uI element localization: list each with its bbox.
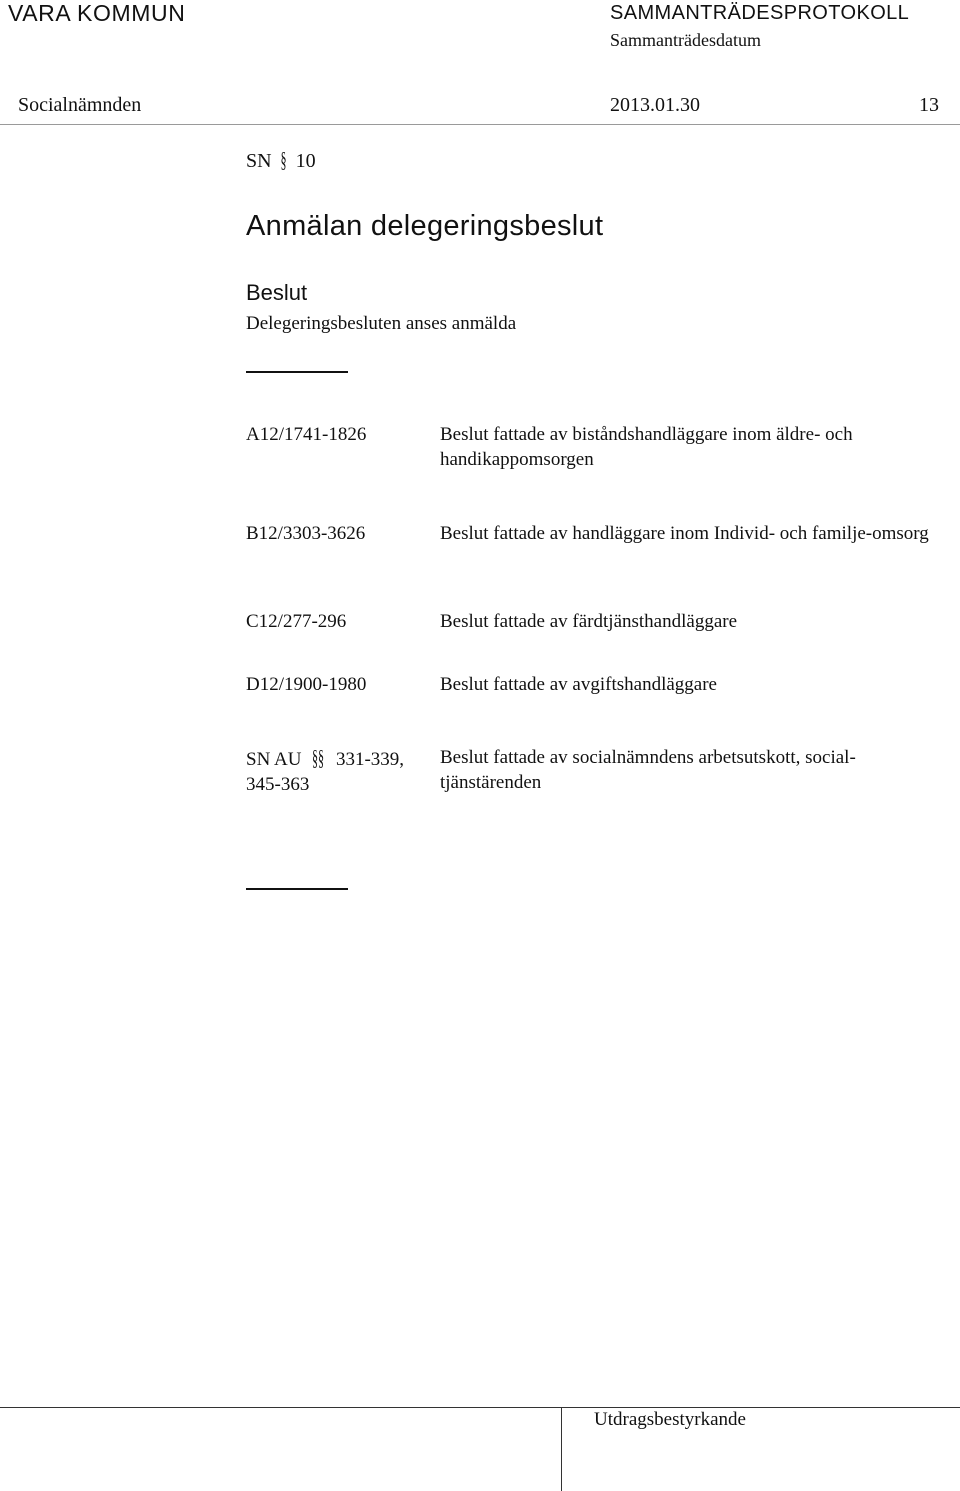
paragraph-prefix: SN xyxy=(246,150,272,172)
item-ref: C12/277-296 xyxy=(246,611,347,632)
meeting-date: 2013.01.30 xyxy=(610,94,700,116)
item-ref-prefix: SN AU xyxy=(246,749,302,770)
item-ref-range: 331-339, 345-363 xyxy=(246,749,405,795)
item-description: Beslut fattade av socialnämndens arbetsutskott, social-tjänstärenden xyxy=(440,747,856,793)
decision-label: Beslut xyxy=(246,280,308,305)
page-number: 13 xyxy=(919,94,939,116)
item-description: Beslut fattade av färdtjänsthandläggare xyxy=(440,611,738,632)
item-ref: B12/3303-3626 xyxy=(246,523,366,544)
committee-name: Socialnämnden xyxy=(18,94,142,116)
extract-certification-label: Utdragsbestyrkande xyxy=(594,1409,746,1430)
meeting-date-label: Sammanträdesdatum xyxy=(610,30,761,50)
footer-column-divider xyxy=(561,1407,562,1491)
item-description: Beslut fattade av avgiftshandläggare xyxy=(440,674,717,695)
section-sign-icon: § xyxy=(280,147,287,172)
section-divider-bottom xyxy=(246,888,348,890)
organization-name: VARA KOMMUN xyxy=(8,0,186,26)
double-section-sign-icon: §§ xyxy=(312,745,325,770)
header-divider xyxy=(0,124,960,125)
item-heading: Anmälan delegeringsbeslut xyxy=(246,210,604,242)
paragraph-reference xyxy=(246,147,316,173)
item-ref: A12/1741-1826 xyxy=(246,424,367,445)
paragraph-number: 10 xyxy=(295,150,316,172)
section-divider-top xyxy=(246,371,348,373)
decision-text: Delegeringsbesluten anses anmälda xyxy=(246,313,517,334)
item-description: Beslut fattade av biståndshandläggare inom äldre- och handikappomsorgen xyxy=(440,424,853,470)
item-description: Beslut fattade av handläggare inom Individ- och familje-omsorg xyxy=(440,523,929,544)
item-ref: D12/1900-1980 xyxy=(246,674,367,695)
protocol-title: SAMMANTRÄDESPROTOKOLL xyxy=(610,2,910,24)
item-ref xyxy=(246,745,421,797)
footer-divider xyxy=(0,1407,960,1408)
